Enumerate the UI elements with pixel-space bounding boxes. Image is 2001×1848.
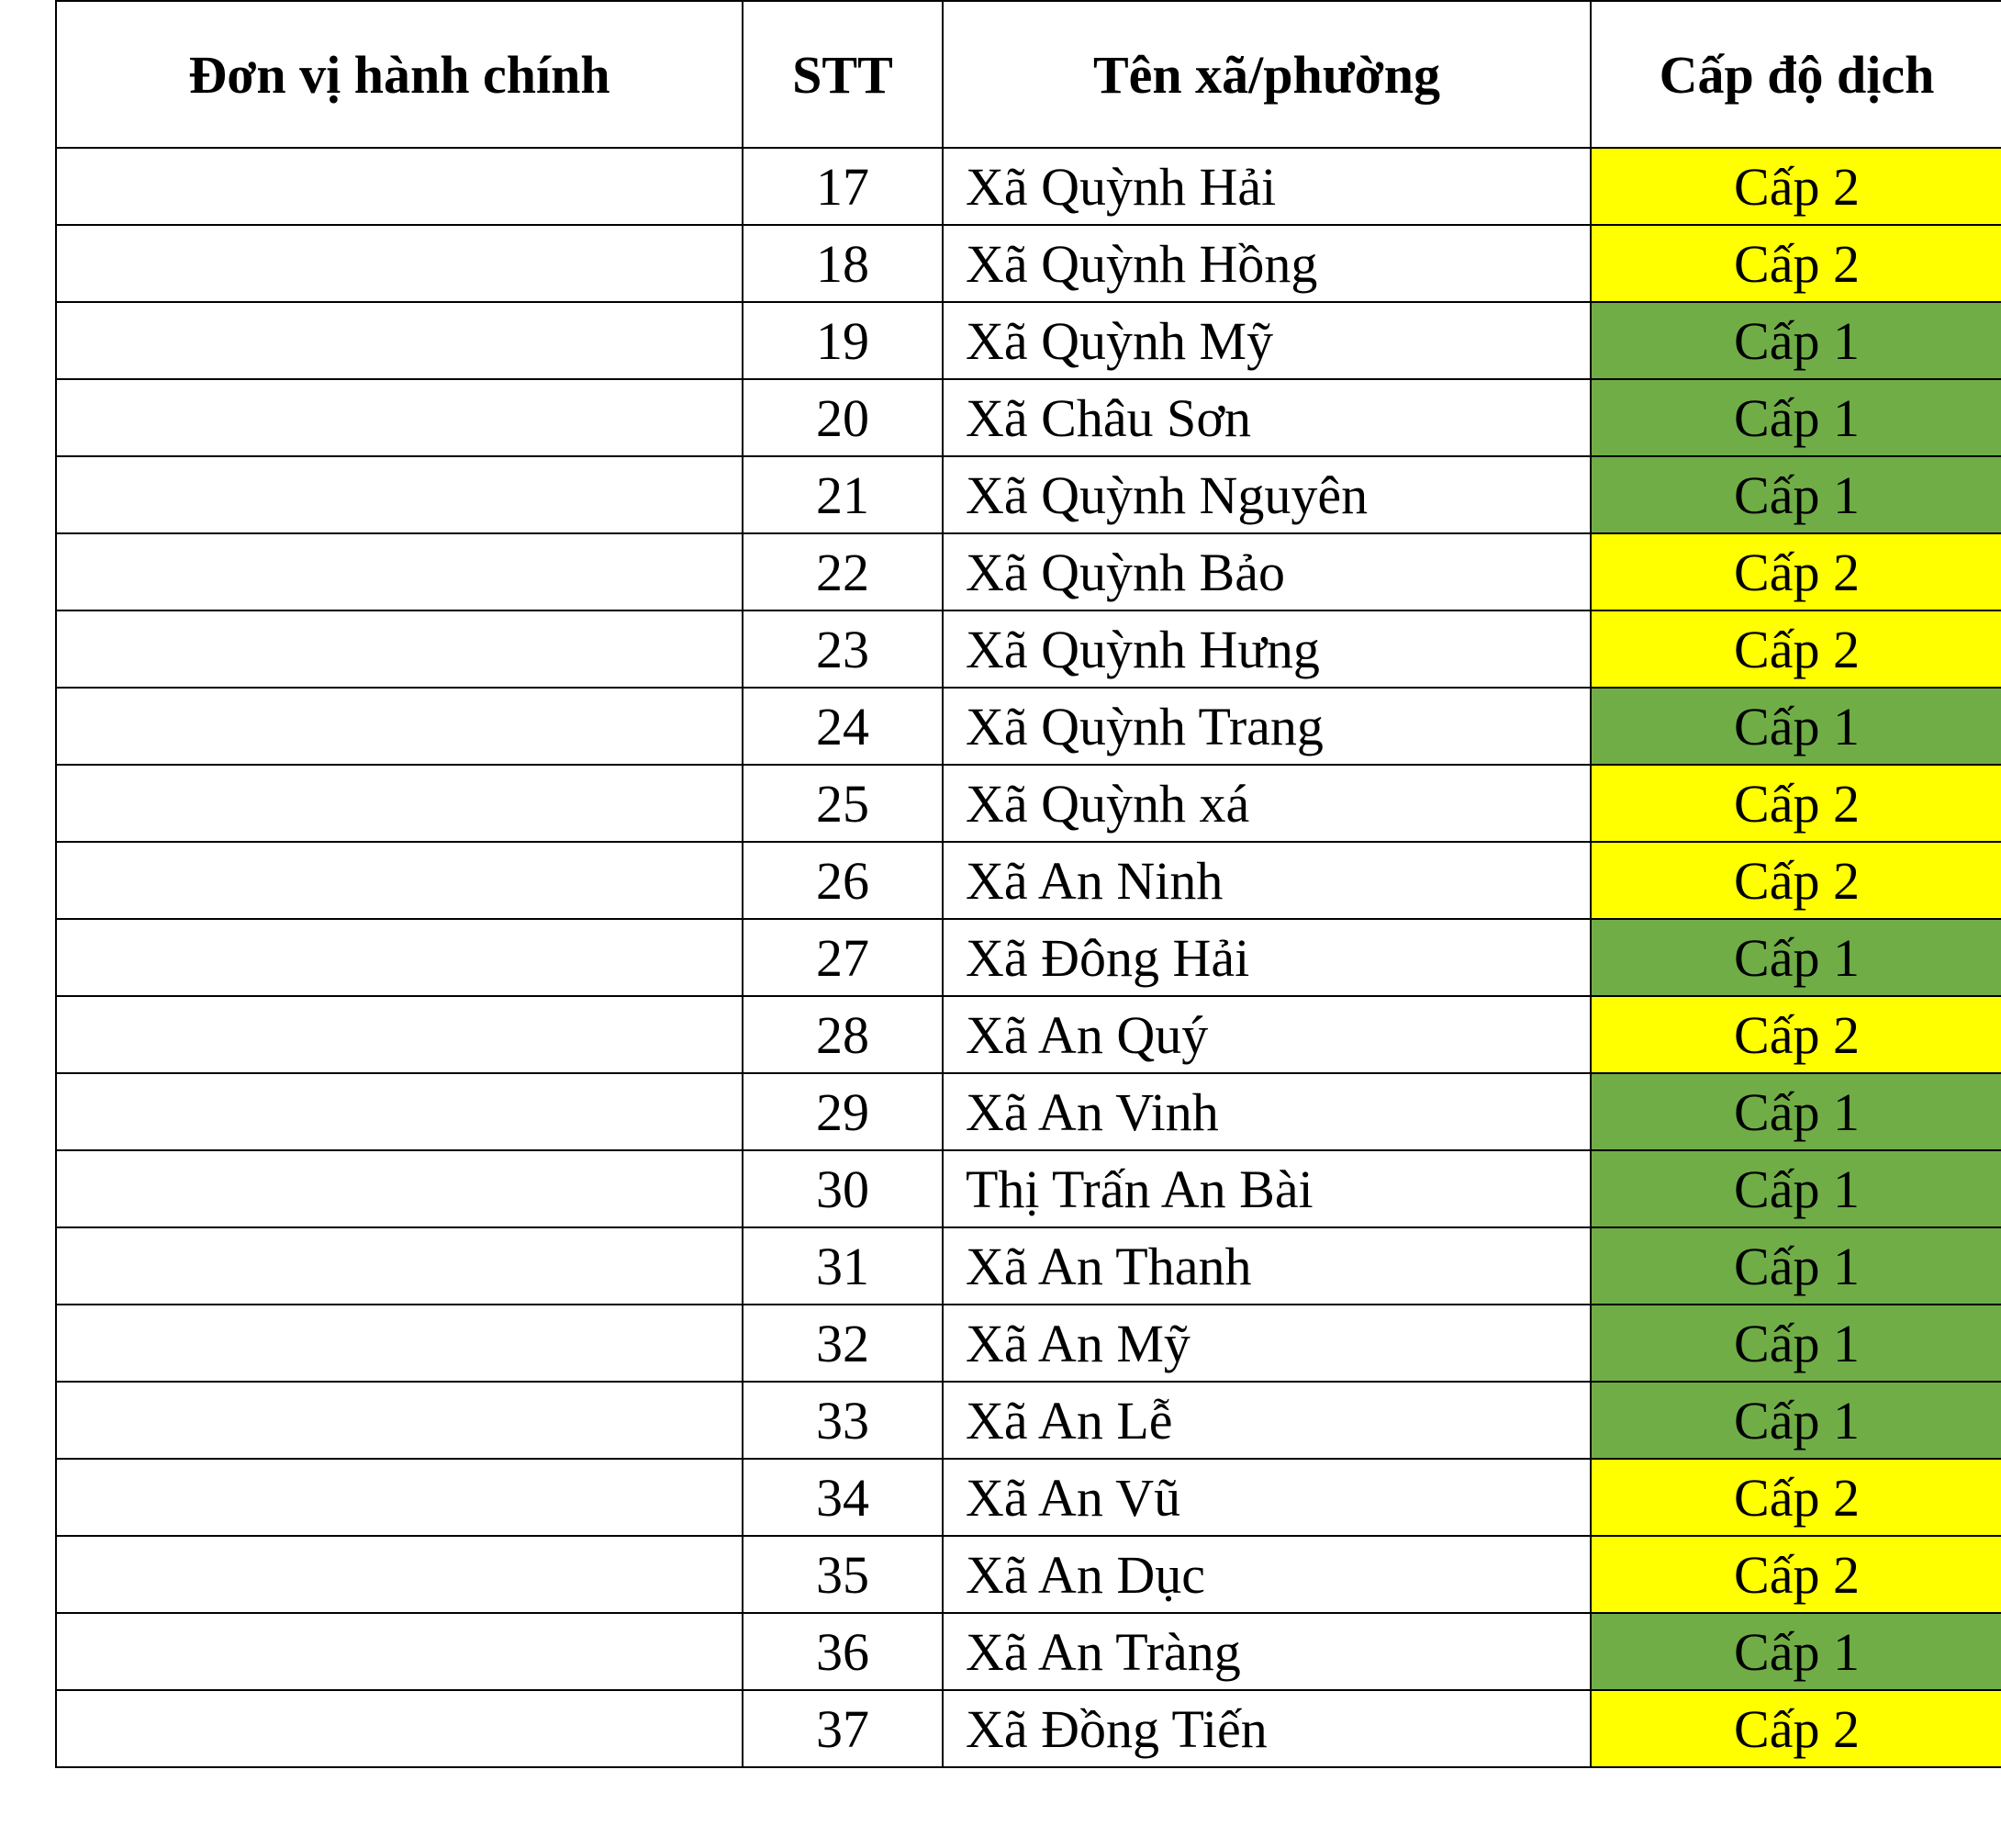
commune-name-cell: Xã Đông Hải [943, 919, 1591, 996]
stt-cell: 33 [743, 1382, 943, 1459]
administrative-unit-cell [56, 1536, 743, 1613]
commune-name-cell: Xã Quỳnh Nguyên [943, 456, 1591, 533]
stt-cell: 28 [743, 996, 943, 1073]
stt-cell: 34 [743, 1459, 943, 1536]
epidemic-level-cell: Cấp 2 [1591, 1536, 2001, 1613]
epidemic-level-cell: Cấp 2 [1591, 610, 2001, 688]
table-row [56, 842, 2001, 919]
epidemic-level-cell: Cấp 2 [1591, 225, 2001, 302]
epidemic-level-cell: Cấp 2 [1591, 533, 2001, 610]
stt-cell: 36 [743, 1613, 943, 1690]
commune-name-cell: Xã Quỳnh xá [943, 765, 1591, 842]
epidemic-level-cell: Cấp 1 [1591, 1073, 2001, 1150]
table-row [56, 1382, 2001, 1459]
table-row [56, 765, 2001, 842]
administrative-unit-cell [56, 1613, 743, 1690]
administrative-unit-cell [56, 765, 743, 842]
commune-name-cell: Xã Quỳnh Bảo [943, 533, 1591, 610]
stt-cell: 35 [743, 1536, 943, 1613]
stt-cell: 21 [743, 456, 943, 533]
administrative-unit-cell [56, 919, 743, 996]
administrative-unit-cell [56, 379, 743, 456]
stt-cell: 31 [743, 1227, 943, 1305]
administrative-unit-cell [56, 1150, 743, 1227]
epidemic-level-cell: Cấp 2 [1591, 996, 2001, 1073]
table-row [56, 456, 2001, 533]
stt-cell: 27 [743, 919, 943, 996]
header-stt: STT [743, 1, 943, 148]
administrative-unit-cell [56, 996, 743, 1073]
table-row [56, 996, 2001, 1073]
table-row [56, 1690, 2001, 1767]
table-body [56, 148, 2001, 1767]
table-row [56, 688, 2001, 765]
commune-name-cell: Xã An Vinh [943, 1073, 1591, 1150]
table-row [56, 1227, 2001, 1305]
stt-cell: 25 [743, 765, 943, 842]
stt-cell: 20 [743, 379, 943, 456]
stt-cell: 19 [743, 302, 943, 379]
commune-name-cell: Xã An Mỹ [943, 1305, 1591, 1382]
commune-name-cell: Xã An Thanh [943, 1227, 1591, 1305]
administrative-unit-cell [56, 302, 743, 379]
header-administrative-unit: Đơn vị hành chính [56, 1, 743, 148]
table-row [56, 148, 2001, 225]
table-row [56, 1536, 2001, 1613]
table-row [56, 533, 2001, 610]
commune-name-cell: Xã Quỳnh Hải [943, 148, 1591, 225]
administrative-unit-cell [56, 610, 743, 688]
epidemic-level-cell: Cấp 1 [1591, 379, 2001, 456]
stt-cell: 32 [743, 1305, 943, 1382]
commune-name-cell: Xã Quỳnh Trang [943, 688, 1591, 765]
administrative-unit-cell [56, 1382, 743, 1459]
commune-name-cell: Xã An Dục [943, 1536, 1591, 1613]
epidemic-level-cell: Cấp 1 [1591, 919, 2001, 996]
header-commune-name: Tên xã/phường [943, 1, 1591, 148]
commune-name-cell: Xã Đồng Tiến [943, 1690, 1591, 1767]
epidemic-level-cell: Cấp 2 [1591, 1690, 2001, 1767]
administrative-unit-cell [56, 842, 743, 919]
stt-cell: 23 [743, 610, 943, 688]
epidemic-level-cell: Cấp 1 [1591, 1227, 2001, 1305]
commune-name-cell: Xã Quỳnh Hưng [943, 610, 1591, 688]
administrative-unit-cell [56, 1305, 743, 1382]
epidemic-level-cell: Cấp 2 [1591, 842, 2001, 919]
administrative-unit-cell [56, 1459, 743, 1536]
header-epidemic-level: Cấp độ dịch [1591, 1, 2001, 148]
table-row [56, 225, 2001, 302]
epidemic-level-cell: Cấp 1 [1591, 1150, 2001, 1227]
stt-cell: 24 [743, 688, 943, 765]
administrative-unit-cell [56, 148, 743, 225]
epidemic-level-cell: Cấp 1 [1591, 302, 2001, 379]
administrative-unit-cell [56, 456, 743, 533]
table-row [56, 1613, 2001, 1690]
table-row [56, 610, 2001, 688]
stt-cell: 18 [743, 225, 943, 302]
table-row [56, 1150, 2001, 1227]
stt-cell: 22 [743, 533, 943, 610]
stt-cell: 29 [743, 1073, 943, 1150]
table-row [56, 302, 2001, 379]
commune-name-cell: Xã An Quý [943, 996, 1591, 1073]
table-row [56, 1073, 2001, 1150]
commune-name-cell: Xã Quỳnh Hồng [943, 225, 1591, 302]
header-row [56, 1, 2001, 148]
commune-name-cell: Thị Trấn An Bài [943, 1150, 1591, 1227]
table-row [56, 919, 2001, 996]
administrative-unit-cell [56, 688, 743, 765]
table-row [56, 1305, 2001, 1382]
commune-name-cell: Xã An Lễ [943, 1382, 1591, 1459]
administrative-unit-cell [56, 1073, 743, 1150]
epidemic-level-cell: Cấp 1 [1591, 1613, 2001, 1690]
table-header [56, 1, 2001, 148]
commune-name-cell: Xã An Ninh [943, 842, 1591, 919]
stt-cell: 17 [743, 148, 943, 225]
stt-cell: 37 [743, 1690, 943, 1767]
epidemic-level-cell: Cấp 2 [1591, 1459, 2001, 1536]
epidemic-level-table [55, 0, 2001, 1768]
epidemic-level-cell: Cấp 1 [1591, 688, 2001, 765]
commune-name-cell: Xã An Tràng [943, 1613, 1591, 1690]
commune-name-cell: Xã An Vũ [943, 1459, 1591, 1536]
administrative-unit-cell [56, 533, 743, 610]
table-row [56, 1459, 2001, 1536]
stt-cell: 26 [743, 842, 943, 919]
stt-cell: 30 [743, 1150, 943, 1227]
commune-name-cell: Xã Châu Sơn [943, 379, 1591, 456]
administrative-unit-cell [56, 225, 743, 302]
epidemic-level-cell: Cấp 2 [1591, 765, 2001, 842]
table-row [56, 379, 2001, 456]
commune-name-cell: Xã Quỳnh Mỹ [943, 302, 1591, 379]
epidemic-level-cell: Cấp 1 [1591, 1305, 2001, 1382]
epidemic-level-cell: Cấp 2 [1591, 148, 2001, 225]
administrative-unit-cell [56, 1690, 743, 1767]
epidemic-level-cell: Cấp 1 [1591, 456, 2001, 533]
epidemic-level-cell: Cấp 1 [1591, 1382, 2001, 1459]
administrative-unit-cell [56, 1227, 743, 1305]
